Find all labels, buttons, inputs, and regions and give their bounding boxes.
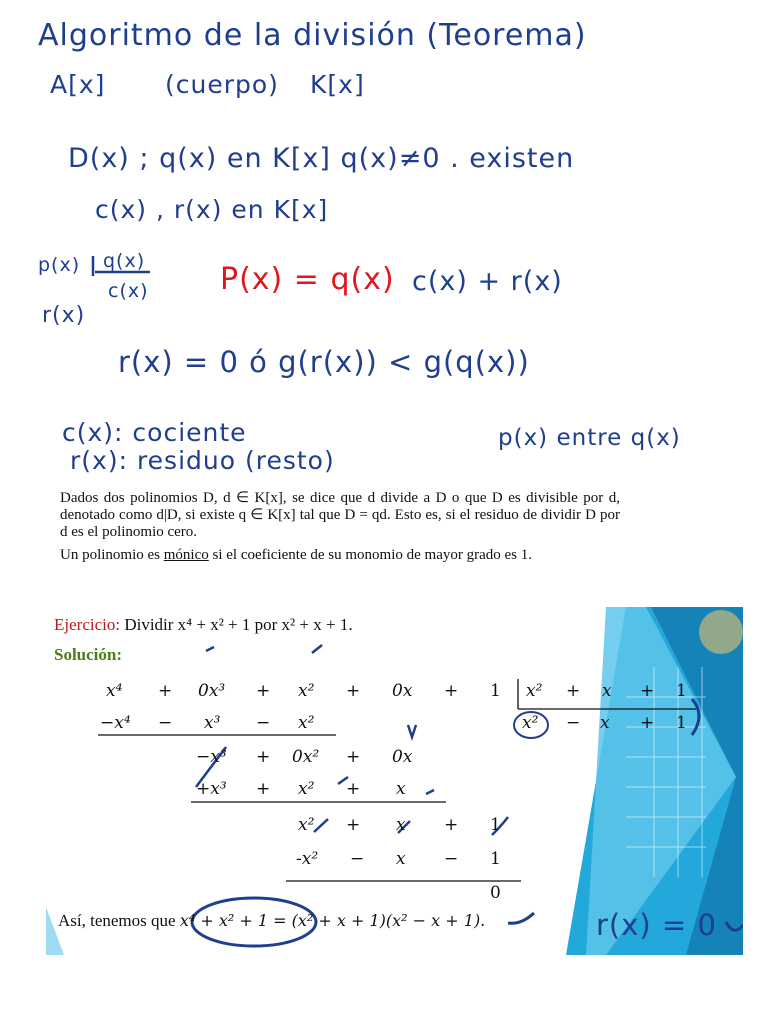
subtract-term: x (396, 779, 406, 799)
dividend-op: + (256, 681, 271, 701)
handwritten-side-p: p(x) (38, 254, 81, 276)
subtract-op: − (256, 713, 271, 733)
definition-block (60, 490, 620, 570)
dividend-op: + (158, 681, 173, 701)
divisor-op: + (640, 681, 655, 701)
subtract-term: x² (298, 713, 315, 733)
handwritten-equation-rest: c(x) + r(x) (412, 266, 563, 297)
handwritten-division-note: p(x) entre q(x) (498, 425, 681, 451)
divisor-op: + (566, 681, 581, 701)
divisor-term: x (602, 681, 612, 701)
remainder-term: x² (298, 815, 315, 835)
remainder-op: + (256, 747, 271, 767)
exercise-label: Ejercicio: (54, 615, 121, 634)
remainder-term: 0x² (292, 747, 320, 767)
handwritten-def-cociente: c(x): cociente (62, 418, 247, 447)
monic-word: mónico (163, 547, 209, 563)
remainder-term: 0x (392, 747, 413, 767)
handwritten-side-c: c(x) (108, 280, 149, 302)
handwritten-condition: r(x) = 0 ó g(r(x)) < g(q(x)) (118, 345, 530, 379)
conclusion-pre: Así, tenemos que (58, 911, 180, 930)
definition-paragraph: Dados dos polinomios D, d ∈ K[x], se dice que d divide a D o que D es divisible por d, denotado como d|D, si existe q ∈ K[x] tal que D = qd. Esto es, si el residuo de dividir D por d es el polinomio cero. (60, 490, 620, 540)
handwritten-side-r: r(x) (42, 303, 86, 328)
subtract-term: +x³ (196, 779, 227, 799)
subtract-term: x (396, 849, 406, 869)
subtract-term: 1 (490, 849, 501, 869)
handwritten-ring-a: A[x] (50, 70, 106, 99)
subtract-op: − (158, 713, 173, 733)
dividend-term: x² (298, 681, 315, 701)
subtract-op: − (444, 849, 459, 869)
exercise-text: Dividir x⁴ + x² + 1 por x² + x + 1. (120, 615, 353, 634)
handwritten-equation-red: P(x) = q(x) (220, 262, 395, 297)
final-remainder: 0 (490, 883, 501, 903)
dividend-op: + (444, 681, 459, 701)
monic-post: si el coeficiente de su monomio de mayor grado es 1. (208, 547, 532, 563)
slide-decoration (46, 607, 743, 955)
remainder-term: x (396, 815, 406, 835)
monic-pre: Un polinomio es (60, 547, 164, 563)
subtract-op: + (346, 779, 361, 799)
quotient-term: x² (522, 713, 539, 733)
conclusion-equation: x⁴ + x² + 1 = (x² + x + 1)(x² − x + 1). (179, 911, 486, 930)
monic-paragraph (60, 547, 620, 564)
handwritten-existence: c(x) , r(x) en K[x] (95, 195, 329, 224)
subtract-op: − (350, 849, 365, 869)
quotient-op: + (640, 713, 655, 733)
subtract-term: x³ (204, 713, 221, 733)
dividend-term: 0x³ (198, 681, 226, 701)
remainder-op: + (346, 815, 361, 835)
exercise-line (54, 615, 353, 635)
subtract-op: + (256, 779, 271, 799)
divisor-term: 1 (676, 681, 687, 701)
remainder-term: 1 (490, 815, 501, 835)
dividend-term: x⁴ (106, 681, 123, 701)
divisor-term: x² (526, 681, 543, 701)
subtract-term: −x⁴ (100, 713, 131, 733)
remainder-op: + (444, 815, 459, 835)
dividend-term: 1 (490, 681, 501, 701)
exercise-slide (46, 607, 743, 955)
remainder-term: −x³ (196, 747, 227, 767)
quotient-term: 1 (676, 713, 687, 733)
handwritten-side-q: q(x) (103, 250, 146, 272)
subtract-term: x² (298, 779, 315, 799)
dividend-term: 0x (392, 681, 413, 701)
remainder-op: + (346, 747, 361, 767)
quotient-op: − (566, 713, 581, 733)
handwritten-cuerpo: (cuerpo) (165, 70, 279, 99)
subtract-term: -x² (296, 849, 319, 869)
quotient-term: x (600, 713, 610, 733)
conclusion-line (58, 911, 485, 931)
handwritten-ring-k: K[x] (310, 70, 365, 99)
handwritten-def-residuo: r(x): residuo (resto) (70, 446, 335, 475)
handwritten-title: Algoritmo de la división (Teorema) (38, 18, 587, 53)
handwritten-result: r(x) = 0 (596, 908, 717, 942)
handwritten-hypothesis: D(x) ; q(x) en K[x] q(x)≠0 . existen (68, 143, 575, 174)
dividend-op: + (346, 681, 361, 701)
solution-label: Solución: (54, 645, 123, 664)
